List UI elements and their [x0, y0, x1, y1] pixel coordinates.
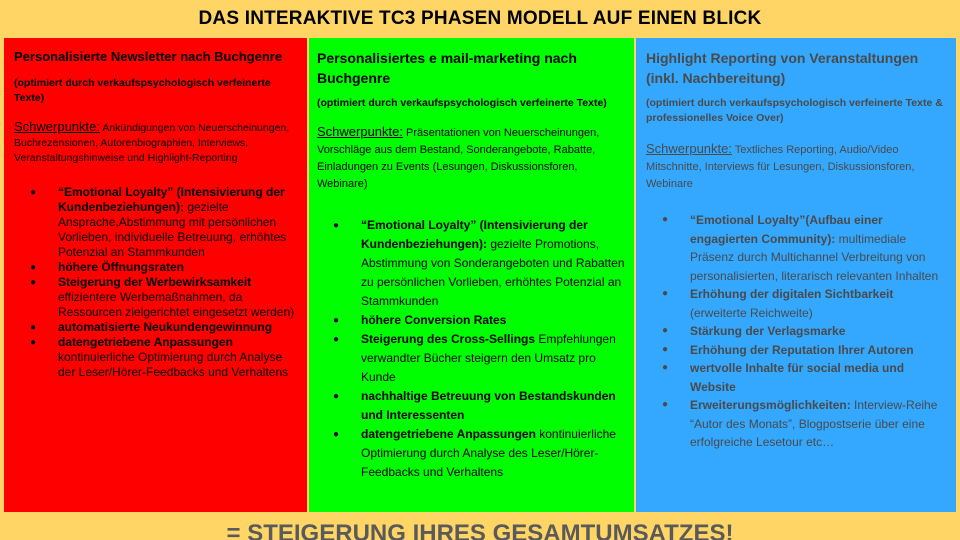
phase-column-reporting: [636, 38, 956, 512]
bullet-text: Empfehlungen verwandter Bücher steigern den Umsatz pro Kunde: [361, 332, 616, 384]
bullet-bold: “Emotional Loyalty” (Intensivierung der Kundenbeziehungen):: [361, 218, 588, 251]
phase-column-newsletter: [4, 38, 307, 512]
bullet-text: kontinuierliche Optimierung durch Analyse der Leser/Hörer-Feedbacks und Verhaltens: [58, 350, 289, 379]
benefit-list: [646, 211, 948, 452]
benefit-list: [317, 216, 626, 482]
bullet-text: kontinuierliche Optimierung durch Analyse des Leser/Hörer-Feedbacks und Verhaltens: [361, 427, 616, 479]
bullet-text: (erweiterte Reichweite): [690, 305, 813, 320]
bullet-text: gezielte Promotions, Abstimmung von Sonderangeboten und Rabatten zu persönlichen Vorlieben, erhöhtes Potenzial an Stammkunden: [361, 237, 625, 308]
column-heading: Personalisierte Newsletter nach Buchgenre: [14, 49, 283, 64]
list-item: [14, 335, 299, 380]
bullet-bold: nachhaltige Betreuung von Bestandskunden und Interessenten: [361, 389, 616, 422]
phase-column-email: [309, 38, 634, 512]
list-item: [317, 311, 626, 330]
list-item: [14, 320, 299, 335]
header-banner: [0, 0, 960, 38]
bullet-bold: Steigerung der Werbewirksamkeit: [58, 275, 252, 289]
list-item: [317, 425, 626, 482]
bullet-bold: Erhöhung der Reputation Ihrer Autoren: [690, 342, 914, 357]
list-item: [646, 285, 948, 322]
column-note: (optimiert durch verkaufspsychologisch verfeinerte Texte): [317, 97, 607, 109]
page-title: DAS INTERAKTIVE TC3 PHASEN MODELL AUF EINEN BLICK: [198, 8, 762, 29]
list-item: [14, 185, 299, 260]
benefit-list: [14, 185, 299, 380]
list-item: [317, 387, 626, 425]
focus-text: Ankündigungen von Neuerscheinungen, Buchrezensionen, Autorenbiographien, Interviews, Veranstaltungshinweise und Highlight-Reporting: [14, 122, 290, 164]
list-item: [646, 359, 948, 396]
column-note: (optimiert durch verkaufspsychologisch verfeinerte Texte): [14, 77, 271, 104]
bullet-bold: Steigerung des Cross-Sellings: [361, 332, 536, 346]
column-focus: [317, 123, 626, 193]
bullet-bold: wertvolle Inhalte für social media und Website: [690, 361, 905, 394]
bullet-text: Interview-Reihe “Autor des Monats”, Blogpostserie über eine erfolgreiche Lesetour etc…: [690, 398, 938, 449]
focus-label: Schwerpunkte:: [646, 141, 732, 156]
bullet-text: gezielte Ansprache,Abstimmung mit persönlichen Vorlieben, individuelle Betreuung, erhöhtes Potenzial an Stammkunden: [58, 200, 287, 259]
list-item: [646, 341, 948, 360]
focus-label: Schwerpunkte:: [317, 124, 403, 139]
focus-text: Präsentationen von Neuerscheinungen, Vorschläge aus dem Bestand, Sonderangebote, Rabatte, Einladungen zu Events (Lesungen, Diskussionsforen, Webinare): [317, 127, 600, 190]
column-focus: [646, 140, 948, 193]
bullet-text: effizientere Werbemaßnahmen, da Ressourcen zielgerichtet eingesetzt werden): [58, 290, 295, 319]
list-item: [646, 322, 948, 341]
list-item: [317, 330, 626, 387]
bullet-bold: datengetriebene Anpassungen: [361, 427, 536, 441]
bullet-bold: datengetriebene Anpassungen: [58, 335, 233, 349]
column-heading: Highlight Reporting von Veranstaltungen (inkl. Nachbereitung): [646, 50, 919, 86]
focus-text: Textliches Reporting, Audio/Video Mitschnitte, Interviews für Lesungen, Diskussionsforen, Webinare: [646, 144, 915, 190]
list-item: [646, 396, 948, 452]
bullet-bold: “Emotional Loyalty” (Intensivierung der Kundenbeziehungen):: [58, 185, 285, 214]
bullet-bold: automatisierte Neukundengewinnung: [58, 320, 273, 334]
list-item: [14, 275, 299, 320]
focus-label: Schwerpunkte:: [14, 119, 100, 134]
column-heading: Personalisiertes e mail-marketing nach Buchgenre: [317, 50, 577, 86]
bullet-text: multimediale Präsenz durch Multichannel Verbreitung von personalisierten, literarisch relevanten Inhalten: [690, 231, 939, 283]
column-focus: [14, 119, 299, 166]
column-note: (optimiert durch verkaufspsychologisch verfeinerte Texte & professionelles Voice Over): [646, 97, 943, 124]
bullet-bold: Stärkung der Verlagsmarke: [690, 324, 846, 338]
bullet-bold: “Emotional Loyalty”(Aufbau einer engagierten Community):: [690, 213, 883, 246]
list-item: [646, 211, 948, 285]
bullet-bold: höhere Conversion Rates: [361, 313, 507, 327]
list-item: [14, 260, 299, 275]
footer-slogan: = STEIGERUNG IHRES GESAMTUMSATZES!: [226, 520, 734, 540]
list-item: [317, 216, 626, 311]
bullet-bold: Erhöhung der digitalen Sichtbarkeit: [690, 287, 894, 301]
bullet-bold: höhere Öffnungsraten: [58, 260, 185, 274]
footer-banner: [0, 512, 960, 540]
bullet-bold: Erweiterungsmöglichkeiten:: [690, 398, 851, 412]
